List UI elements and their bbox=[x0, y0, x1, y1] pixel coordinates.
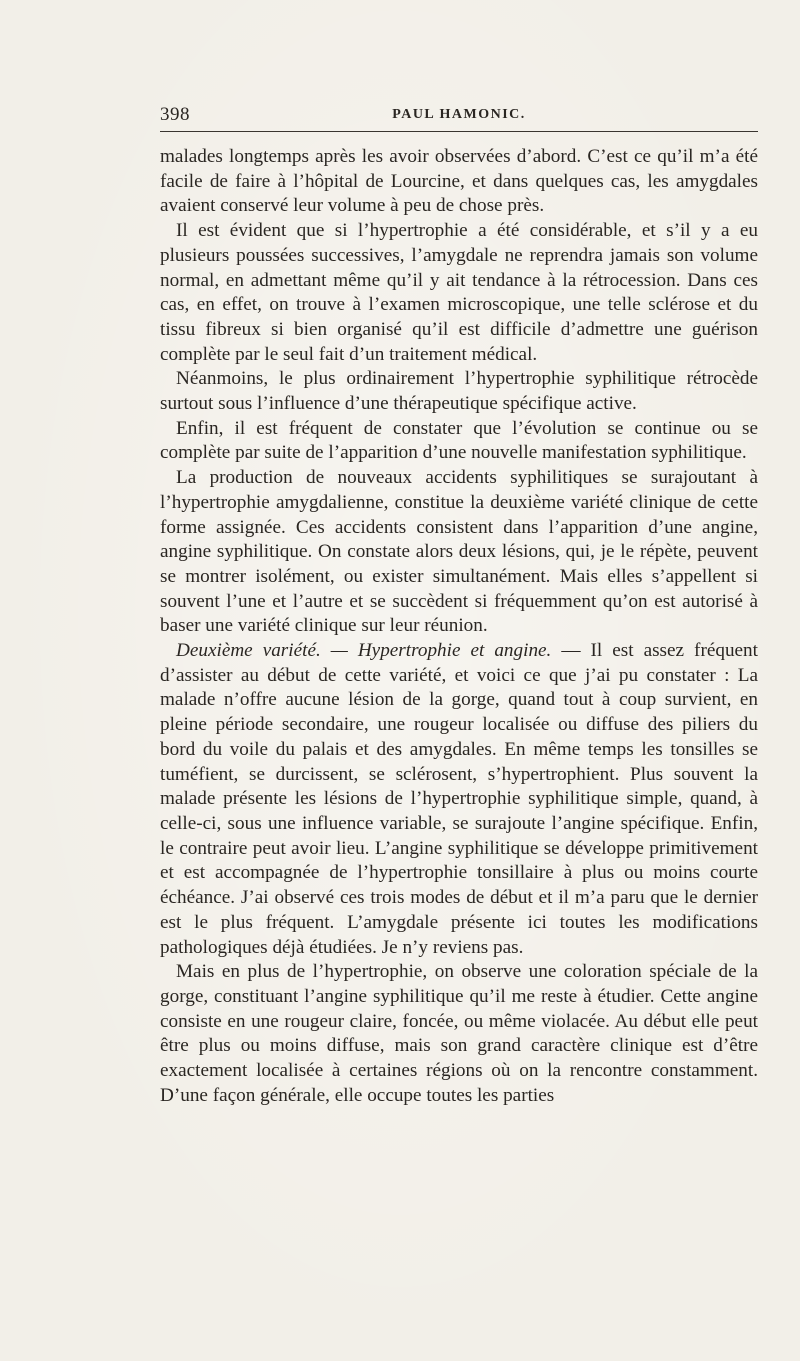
paragraph: malades longtemps après les avoir observées d’abord. C’est ce qu’il m’a été facile de faire à l’hôpital de Lourcine, et dans quelques cas, les amygdales avaient conservé leur volume à peu de chose près. bbox=[160, 146, 758, 217]
section-heading: Deuxième variété. — Hypertrophie et angine. bbox=[176, 640, 552, 662]
paragraph: Enfin, il est fréquent de constater que l’évolution se continue ou se complète par suite de l’apparition d’une nouvelle manifestation syphilitique. bbox=[160, 417, 758, 464]
header-rule bbox=[160, 131, 758, 132]
paragraph: Deuxième variété. — Hypertrophie et angine. — Il est assez fréquent d’assister au début de cette variété, et voici ce que j’ai pu constater : La malade n’offre aucune lésion de la gorge, quand tout à coup survient, en pleine période secondaire, une rougeur localisée ou diffuse des piliers du bord du voile du palais et des amygdales. En même temps les tonsilles se tuméfient, se durcissent, se sclérosent, s’hypertrophient. Plus souvent la malade présente les lésions de l’hypertrophie syphilitique simple, quand, à celle-ci, sous une influence variable, se surajoute l’angine spécifique. Enfin, le contraire peut avoir lieu. L’angine syphilitique se développe primitivement et est accompagnée de l’hypertrophie tonsillaire à plus ou moins courte échéance. J’ai observé ces trois modes de début et il m’a paru que le dernier est le plus fréquent. L’amygdale présente ici toutes les modifications pathologiques déjà étudiées. Je n’y reviens pas. bbox=[160, 640, 758, 958]
paragraph: La production de nouveaux accidents syphilitiques se surajoutant à l’hypertrophie amygdalienne, constitue la deuxième variété clinique de cette forme assignée. Ces accidents consistent dans l’apparition d’une angine, angine syphilitique. On constate alors deux lésions, qui, je le répète, peuvent se montrer isolément, ou exister simultanément. Mais elles s’appellent si souvent l’une et l’autre et se succèdent si fréquemment qu’on est autorisé à baser une variété clinique sur leur réunion. bbox=[160, 467, 758, 637]
bleed-through-texture bbox=[170, 1140, 780, 1162]
page-number: 398 bbox=[160, 104, 190, 125]
paragraph: Néanmoins, le plus ordinairement l’hypertrophie syphilitique rétrocède surtout sous l’influence d’une thérapeutique spécifique active. bbox=[160, 368, 758, 415]
paragraph: Mais en plus de l’hypertrophie, on observe une coloration spéciale de la gorge, constituant l’angine syphilitique qu’il me reste à étudier. Cette angine consiste en une rougeur claire, foncée, ou même violacée. Au début elle peut être plus ou moins diffuse, mais son grand caractère clinique est d’être exactement localisée à certaines régions où on la rencontre constamment. D’une façon générale, elle occupe toutes les parties bbox=[160, 961, 758, 1106]
page-header bbox=[160, 104, 758, 128]
paragraph: Il est évident que si l’hypertrophie a été considérable, et s’il y a eu plusieurs poussées successives, l’amygdale ne reprendra jamais son volume normal, en admettant même qu’il y ait tendance à la rétrocession. Dans ces cas, en effet, on trouve à l’examen microscopique, une telle sclérose et du tissu fibreux si bien organisé qu’il est difficile d’admettre une guérison complète par le seul fait d’un traitement médical. bbox=[160, 220, 758, 365]
running-head: PAUL HAMONIC. bbox=[392, 107, 526, 122]
body-text bbox=[160, 145, 758, 1108]
